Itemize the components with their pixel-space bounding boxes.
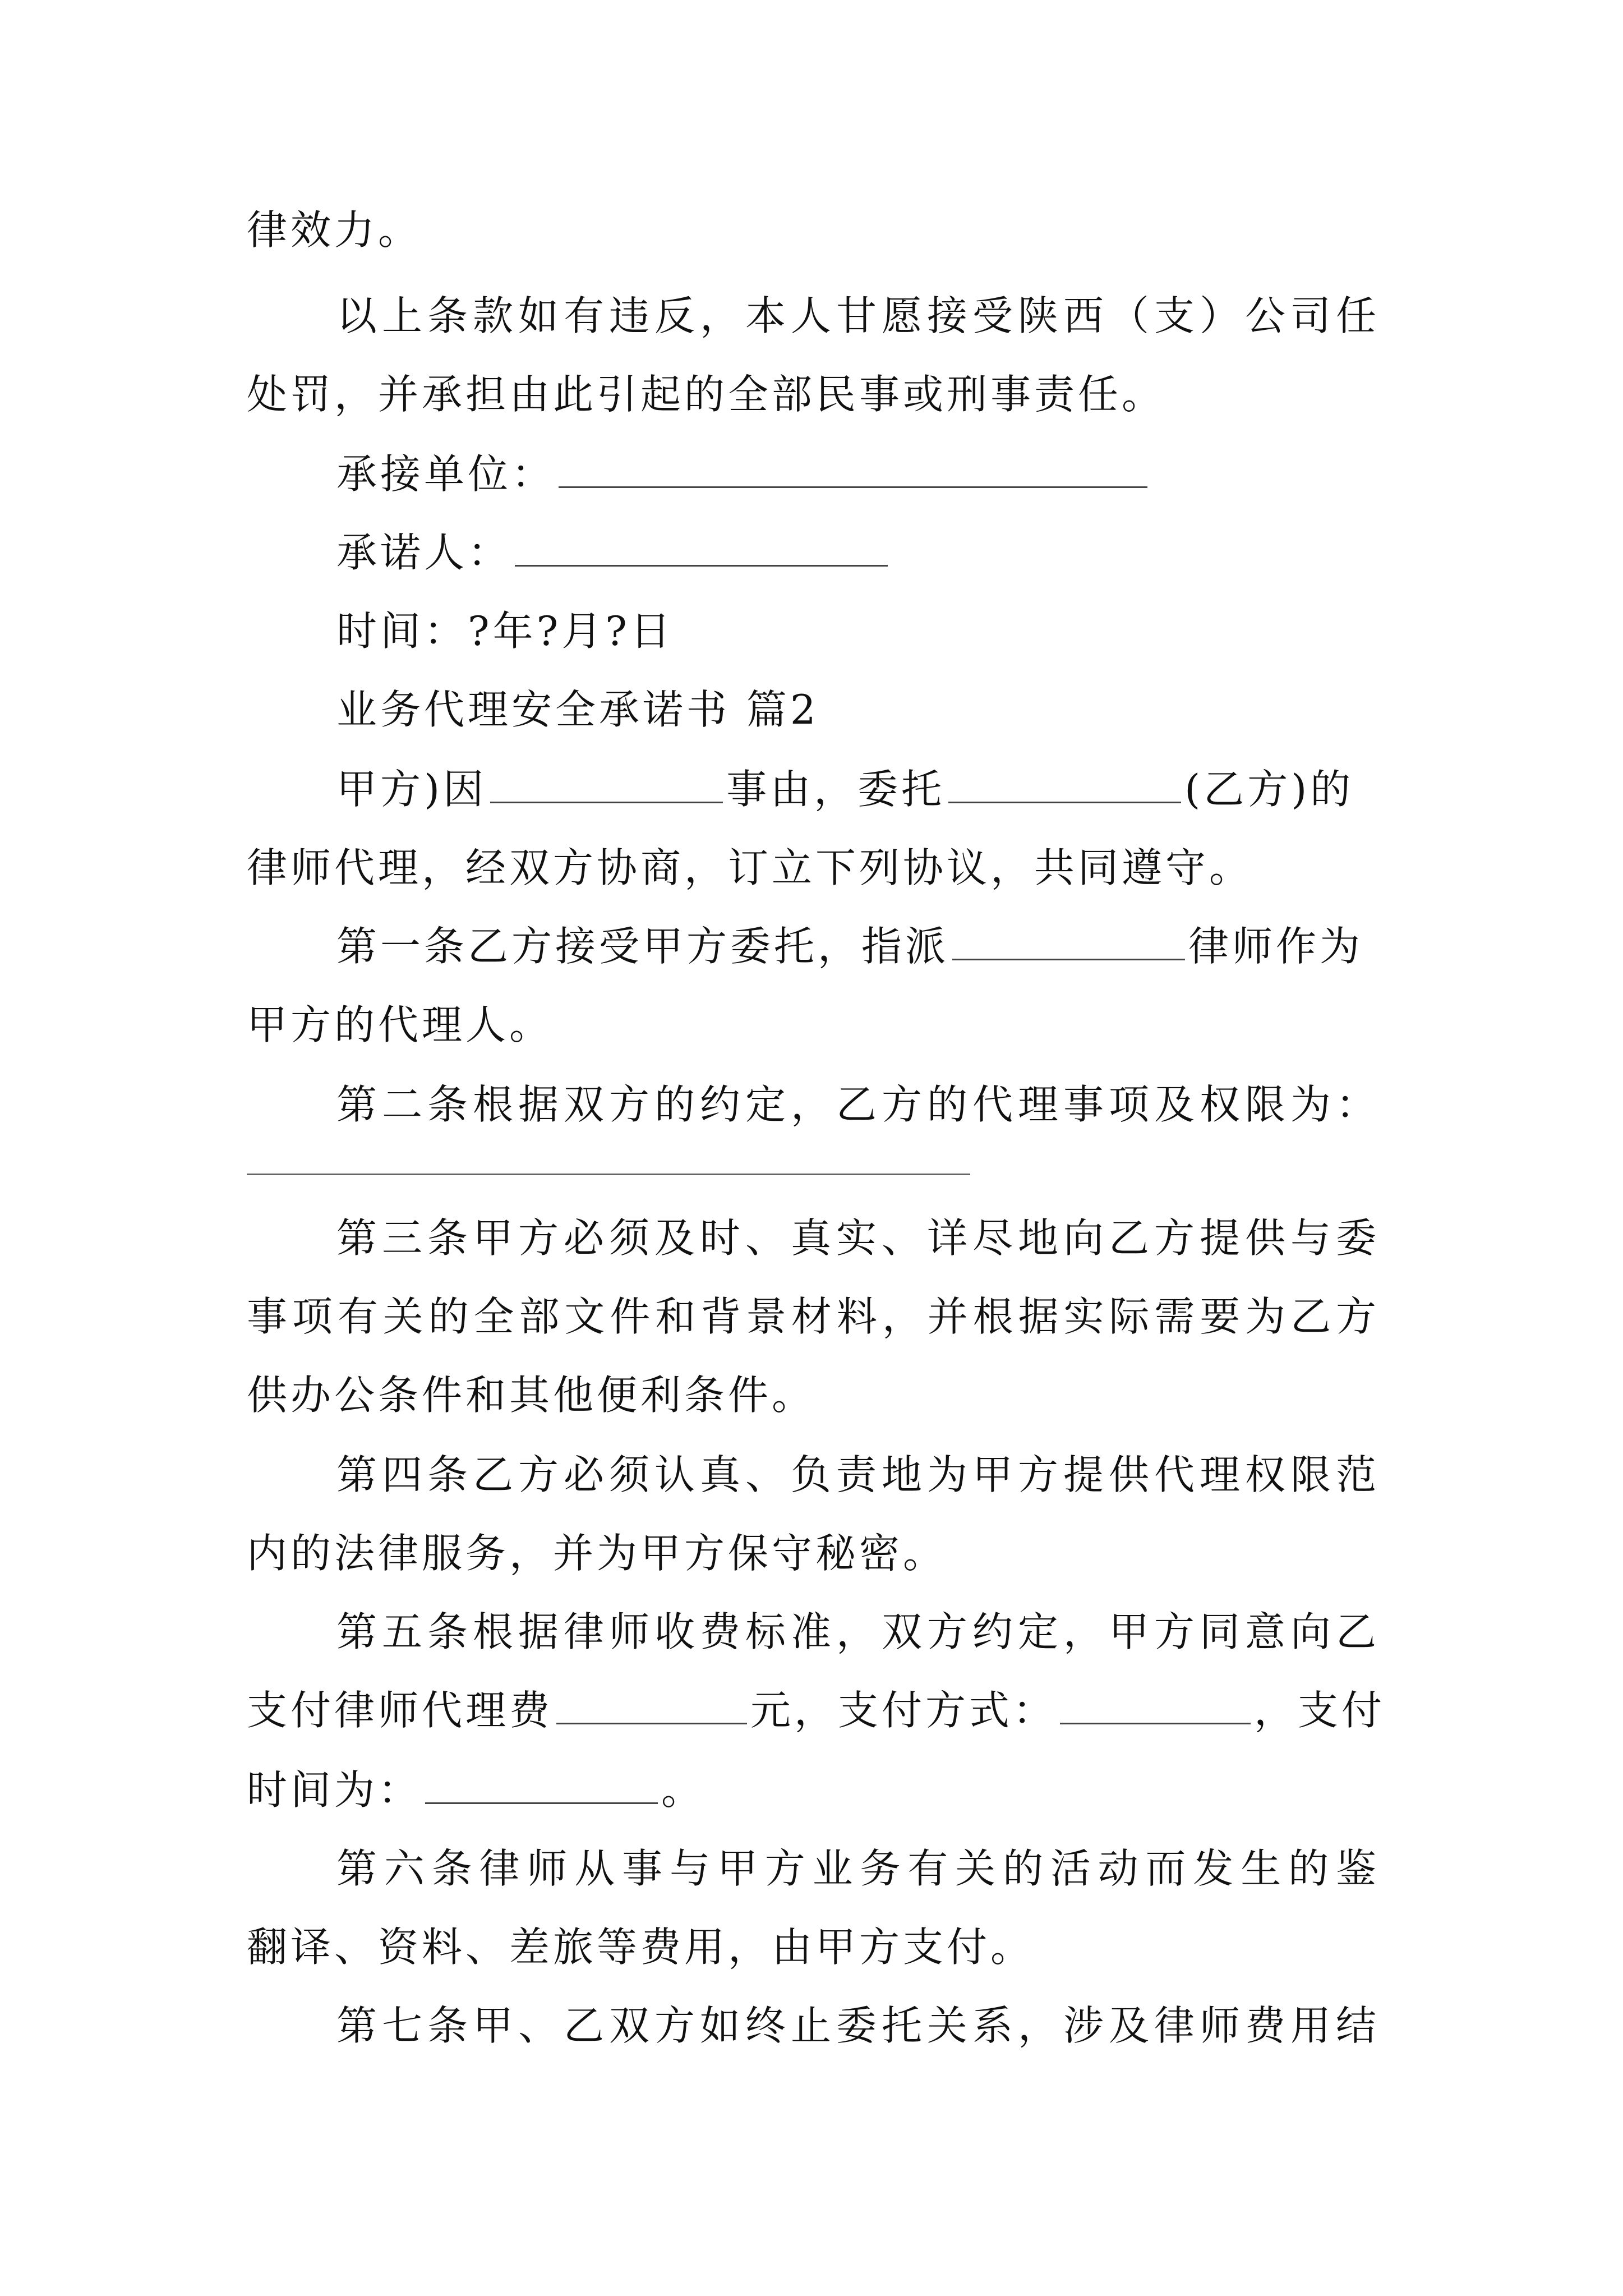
paragraph-line — [336, 918, 1363, 974]
paragraph-line: 第六条律师从事与甲方业务有关的活动而发生的鉴 — [336, 1845, 1380, 1892]
paragraph-line: 第五条根据律师收费标准，双方约定，甲方同意向乙 — [336, 1608, 1380, 1655]
text-segment: 事由，委托 — [726, 766, 946, 813]
field-label: 承诺人： — [336, 529, 512, 576]
paragraph-line: 律师代理，经双方协商，订立下列协议，共同遵守。 — [247, 844, 1253, 891]
date-line: 时间：?年?月?日 — [336, 608, 674, 655]
text-segment: 甲方)因 — [336, 766, 487, 813]
fill-blank — [952, 918, 1185, 960]
text-segment: 。 — [661, 1766, 706, 1814]
fill-blank — [1060, 1682, 1251, 1724]
paragraph-line: 供办公条件和其他便利条件。 — [247, 1372, 816, 1419]
undertaking-unit-field — [336, 446, 1151, 502]
text-segment: 第一条乙方接受甲方委托，指派 — [336, 923, 949, 970]
paragraph-line — [336, 761, 1354, 817]
fill-blank-line — [247, 1174, 970, 1175]
signature-blank — [559, 446, 1147, 488]
paragraph-line: 甲方的代理人。 — [247, 1001, 554, 1048]
fill-blank — [948, 761, 1181, 803]
paragraph-line: 第七条甲、乙双方如终止委托关系，涉及律师费用结 — [336, 2002, 1380, 2049]
paragraph-line: 律效力。 — [247, 206, 422, 254]
text-segment: 元，支付方式： — [750, 1687, 1057, 1734]
text-segment: ，支付 — [1254, 1687, 1386, 1734]
paragraph-line: 第四条乙方必须认真、负责地为甲方提供代理权限范 — [336, 1451, 1380, 1498]
text-segment: 律师作为 — [1188, 923, 1364, 970]
paragraph-line — [247, 1762, 705, 1818]
fill-blank — [490, 761, 723, 803]
signature-blank — [515, 524, 888, 567]
fill-blank — [425, 1762, 658, 1804]
text-segment: 时间为： — [247, 1766, 422, 1814]
text-segment: 支付律师代理费 — [247, 1687, 554, 1734]
paragraph-line: 第三条甲方必须及时、真实、详尽地向乙方提供与委 — [336, 1214, 1380, 1262]
field-label: 承接单位： — [336, 450, 556, 498]
paragraph-line: 事项有关的全部文件和背景材料，并根据实际需要为乙方 — [247, 1293, 1380, 1340]
section-heading: 业务代理安全承诺书 篇2 — [336, 686, 819, 733]
fill-blank — [556, 1682, 747, 1724]
paragraph-line — [247, 1682, 1385, 1738]
paragraph-line: 处罚，并承担由此引起的全部民事或刑事责任。 — [247, 371, 1166, 418]
promisor-field — [336, 524, 891, 581]
text-segment: (乙方)的 — [1184, 766, 1354, 813]
paragraph-line: 内的法律服务，并为甲方保守秘密。 — [247, 1530, 947, 1577]
paragraph-line: 翻译、资料、差旅等费用，由甲方支付。 — [247, 1924, 1035, 1971]
paragraph-line: 以上条款如有违反，本人甘愿接受陕西（支）公司任 — [336, 292, 1380, 339]
paragraph-line: 第二条根据双方的约定，乙方的代理事项及权限为： — [336, 1081, 1380, 1128]
